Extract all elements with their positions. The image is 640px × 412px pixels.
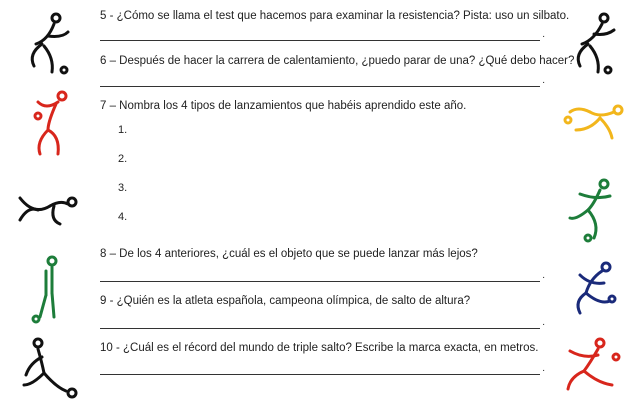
red-runner-icon <box>18 90 90 162</box>
black-thrower-icon <box>14 176 86 248</box>
q7-item-1: 1. <box>118 124 128 136</box>
green-runner-icon <box>14 255 86 327</box>
question-6: 6 – Después de hacer la carrera de calentamiento, ¿puedo parar de una? ¿Qué debo hacer? <box>100 55 575 67</box>
black-runner-icon <box>18 10 90 82</box>
q7-item-4: 4. <box>118 211 128 223</box>
question-5: 5 - ¿Cómo se llama el test que hacemos para examinar la resistencia? Pista: uso un silbato. <box>100 10 570 22</box>
green-runner-icon <box>560 176 632 248</box>
black-runner-icon <box>14 335 86 407</box>
question-9: 9 - ¿Quién es la atleta española, campeona olímpica, de salto de altura? <box>100 295 471 307</box>
answer-line-10[interactable] <box>100 374 540 375</box>
blue-runner-icon <box>560 255 632 327</box>
q7-item-2: 2. <box>118 153 128 165</box>
black-runner-icon <box>560 10 632 82</box>
question-10: 10 - ¿Cuál es el récord del mundo de triple salto? Escribe la marca exacta, en metros. <box>100 342 539 354</box>
answer-line-9[interactable] <box>100 328 540 329</box>
question-7: 7 – Nombra los 4 tipos de lanzamientos que habéis aprendido este año. <box>100 100 467 112</box>
question-8: 8 – De los 4 anteriores, ¿cuál es el objeto que se puede lanzar más lejos? <box>100 248 478 260</box>
red-runner-icon <box>560 335 632 407</box>
answer-line-5[interactable] <box>100 40 540 41</box>
answer-line-6[interactable] <box>100 86 540 87</box>
answer-line-8[interactable] <box>100 281 540 282</box>
yellow-runner-icon <box>560 90 632 162</box>
q7-item-3: 3. <box>118 182 128 194</box>
